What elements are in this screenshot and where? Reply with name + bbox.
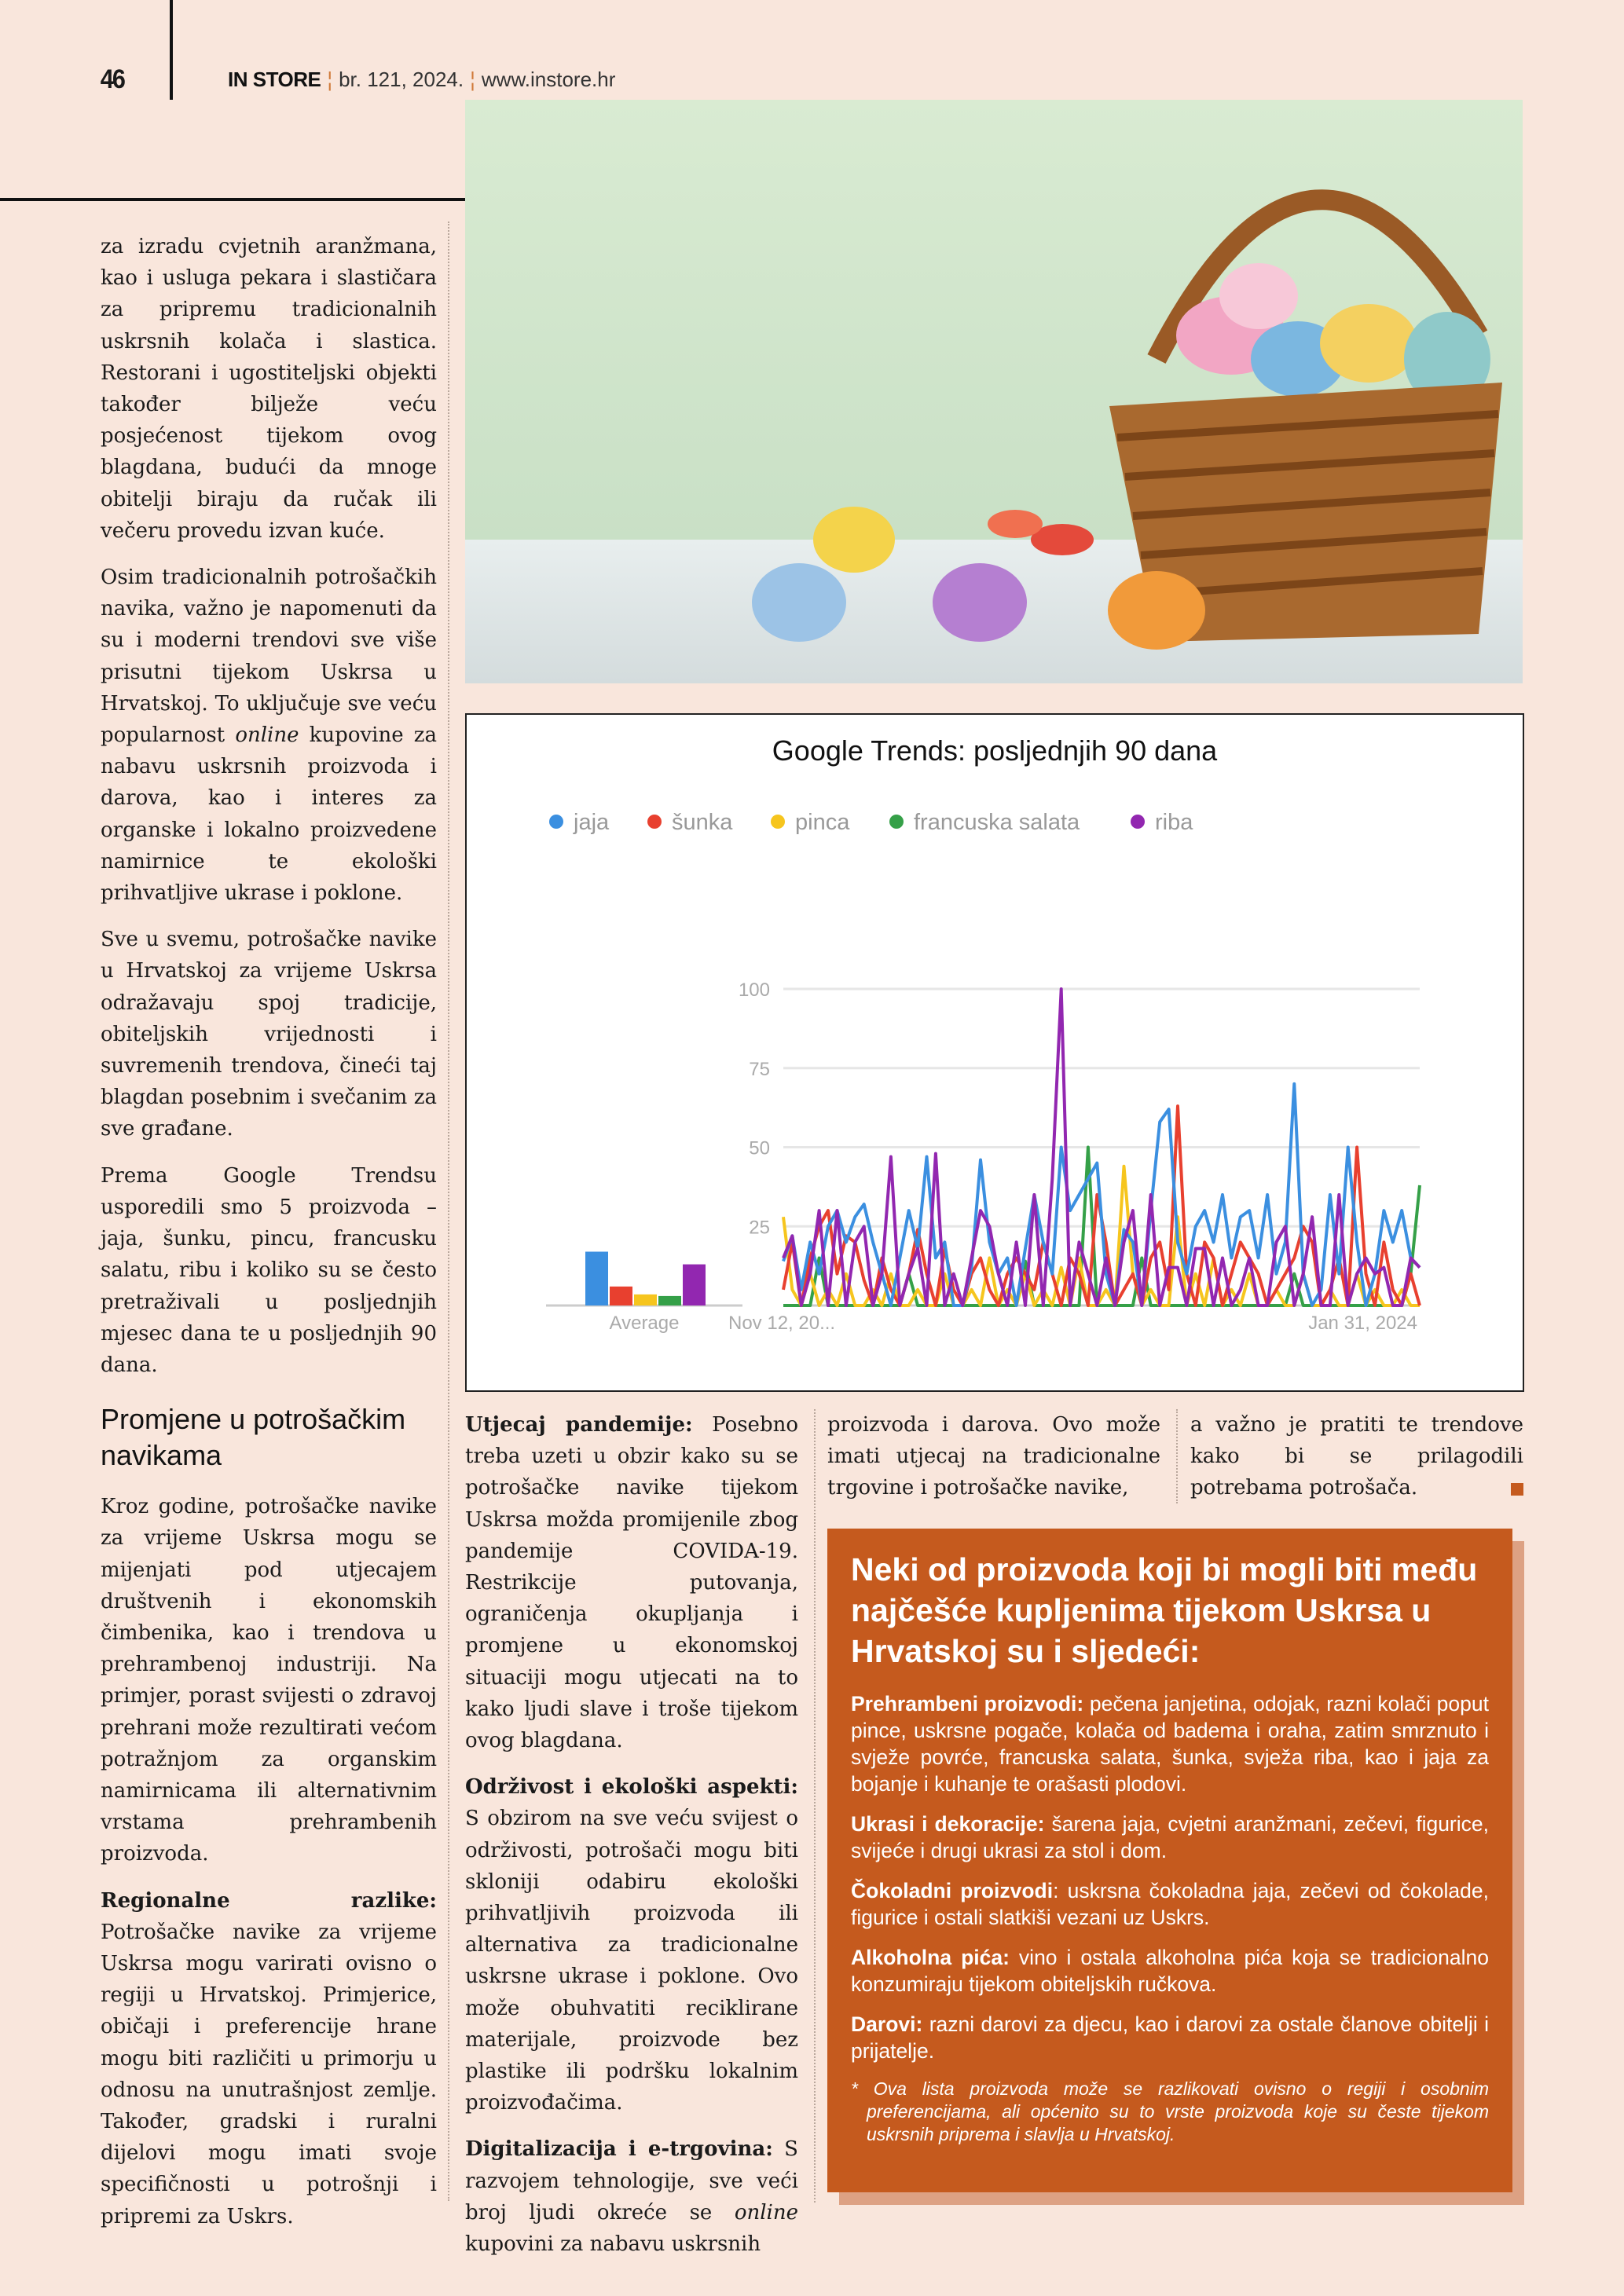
paragraph: Kroz godine, potrošačke navike za vrijeme Uskrsa mogu se mijenjati pod utjecajem društvenih i ekonomskih čimbenika, kao i trendova u prehrambenoj industriji. Na primjer, porast svijesti o zdravoj prehrani može rezultirati većom potražnjom za organskim namirnicama ili alternativnim vrstama prehrambenih proizvoda. [101,1495,437,1866]
paragraph: Sve u svemu, potrošačke navike u Hrvatskoj za vrijeme Uskrsa odražavaju spoj tradicije, obiteljskih vrijednosti i suvremenih trendova, čineći taj blagdan posebnim i svečanim za sve građane. [101,928,437,1141]
legend-marker [889,815,904,829]
lead-in: Regionalne razlike: [101,1888,437,1913]
text: kupovini za nabavu uskrsnih [465,2232,761,2257]
paragraph [465,2133,798,2260]
legend-marker [647,815,662,829]
text: kupovine za nabavu uskrsnih proizvoda i darova, kao i interes za organske i lokalno proizvedene namirnice te ekološki prihvatljive ukrase i poklone. [101,723,437,906]
paragraph [465,1409,798,1756]
average-bar-riba [683,1265,706,1305]
column-1 [101,231,437,2247]
paragraph [1190,1409,1523,1504]
legend-marker [549,815,563,829]
legend-label: riba [1155,810,1193,835]
website-link[interactable]: www.instore.hr [481,68,616,91]
item-lead: Darovi: [851,2012,923,2036]
masthead [228,68,615,92]
text: S razvojem tehnologije, sve veći broj ljudi okreće se [465,2137,798,2225]
chart-canvas [467,715,1523,1390]
column-divider [814,1409,816,2203]
lead-in: Održivost i ekološki aspekti: [465,1775,798,1800]
text: Potrošačke navike za vrijeme Uskrsa mogu varirati ovisno o regiji u Hrvatskoj. Primjerice, običaji i preferencije hrane mogu biti različiti u primorju u odnosu na unutrašnjost zemlje. Također, gradski i ruralni dijelovi mogu imati svoje specifičnosti u potrošnji i pripremi za Uskrs. [101,1920,437,2228]
box-item [851,1811,1489,1864]
header-rule [0,198,465,201]
item-lead: Prehrambeni proizvodi: [851,1692,1084,1716]
paragraph [101,1885,437,2232]
text: Osim tradicionalnih potrošačkih navika, važno je napomenuti da su i moderni trendovi sve više prisutni tijekom Uskrsa u Hrvatskoj. To uključuje sve veću popularnost [101,566,437,748]
y-tick-label: 25 [749,1217,770,1239]
y-tick-label: 75 [749,1058,770,1080]
box-footnote: * Ova lista proizvoda može se razlikovati ovisno o regiji i osobnim preferencijama, ali općenito su to vrste proizvoda koje su česte tijekom uskrsnih priprema i slavlja u Hrvatskoj. [851,2078,1489,2144]
item-lead: Alkoholna pića: [851,1946,1010,1969]
column-divider [448,222,449,2201]
legend-label: francuska salata [914,810,1080,835]
column-4 [1190,1409,1523,1519]
box-item [851,1877,1489,1931]
emphasis: online [235,723,299,748]
column-3 [827,1409,1160,1519]
legend-marker [771,815,785,829]
item-text: šarena jaja, cvjetni aranžmani, zečevi, figurice, svijeće i drugi ukrasi za stol i dom. [851,1812,1489,1862]
item-text: pečena janjetina, odojak, razni kolači poput pince, uskrsne pogače, kolača od badema i oraha, zatim smrznuto i svježe povrće, francuska salata, šunka, svježa riba, kao i jaja za bojanje i kuhanje te orašasti plodovi. [851,1692,1489,1796]
lead-in: Utjecaj pandemije: [465,1413,693,1437]
easter-basket-photo [465,100,1523,683]
page-number: 46 [100,64,125,94]
average-bar-pinca [634,1294,657,1305]
text: S obzirom na sve veću svijest o održivosti, potrošači mogu biti skloniji odabiru ekološki prihvatljivih proizvoda ili alternativa za tradicionalne uskrsne ukrase i poklone. Ovo može obuhvatiti reciklirane materijale, proizvode bez plastike ili podršku lokalnim proizvođačima. [465,1807,798,2115]
y-tick-label: 100 [738,980,770,1001]
text: a važno je pratiti te trendove kako bi se prilagodili potrebama potrošača. [1190,1413,1523,1500]
legend-label: jaja [574,810,610,835]
item-lead: Čokoladni proizvodi [851,1879,1054,1902]
separator: ¦ [327,68,333,91]
legend-marker [1131,815,1145,829]
column-divider [1176,1409,1178,1503]
emphasis: online [734,2200,798,2225]
average-bar-šunka [610,1287,632,1305]
item-lead: Ukrasi i dekoracije: [851,1812,1045,1836]
column-2 [465,1409,798,2275]
x-tick-label: Nov 12, 20... [728,1313,836,1334]
average-bar-jaja [585,1251,608,1305]
google-trends-chart [465,713,1524,1392]
legend-label: pinca [795,810,850,835]
paragraph: Prema Google Trendsu usporedili smo 5 proizvoda – jaja, šunku, pincu, francusku salatu, ribu i koliko su se često pretraživali u posljednjih mjesec dana te u posljednjih 90 dana. [101,1163,437,1377]
average-bar-francuska-salata [658,1296,681,1305]
text: Posebno treba uzeti u obzir kako su se potrošačke navike tijekom Uskrsa možda promijenile zbog pandemije COVIDA-19. Restrikcije putovanja, ograničenja okupljanja i promjene u ekonomskoj situaciji mogu utjecati na to kako ljudi slave i troše tijekom ovog blagdana. [465,1413,798,1753]
legend-label: šunka [672,810,733,835]
paragraph: proizvoda i darova. Ovo može imati utjecaj na tradicionalne trgovine i potrošačke navike, [827,1413,1160,1500]
box-item [851,1690,1489,1797]
product-list-box [827,1529,1512,2192]
box-item [851,1944,1489,1998]
item-text: vino i ostala alkoholna pića koja se tradicionalno konzumiraju tijekom obiteljskih ručkova. [851,1946,1489,1996]
lead-in: Digitalizacija i e-trgovina: [465,2137,773,2162]
chart-title: Google Trends: posljednjih 90 dana [772,734,1218,767]
average-label: Average [609,1313,680,1334]
y-tick-label: 50 [749,1137,770,1159]
instore-logo: IN STORE [228,68,321,91]
paragraph: za izradu cvjetnih aranžmana, kao i usluga pekara i slastičara za pripremu tradicionalnih uskrsnih kolača i slastica. Restorani i ugostiteljski objekti također bilježe veću posjećenost tijekom ovog blagdana, budući da mnoge obitelji biraju da ručak ili večeru provedu izvan kuće. [101,235,437,543]
x-tick-label: Jan 31, 2024 [1308,1313,1417,1334]
section-heading: Promjene u potrošačkim navikama [101,1403,406,1472]
separator: ¦ [470,68,475,91]
end-of-article-mark [1511,1483,1523,1496]
paragraph [101,562,437,909]
box-item [851,2011,1489,2064]
item-text: : uskrsna čokoladna jaja, zečevi od čokolade, figurice i ostali slatkiši vezani uz Uskrs. [851,1879,1489,1929]
header-divider [170,0,173,100]
paragraph [465,1771,798,2118]
item-text: razni darovi za djecu, kao i darovi za ostale članove obitelji i prijatelje. [851,2012,1489,2063]
issue-number: br. 121, 2024. [339,68,464,91]
box-title: Neki od proizvoda koji bi mogli biti među najčešće kupljenima tijekom Uskrsa u Hrvatskoj su i sljedeći: [851,1551,1478,1669]
